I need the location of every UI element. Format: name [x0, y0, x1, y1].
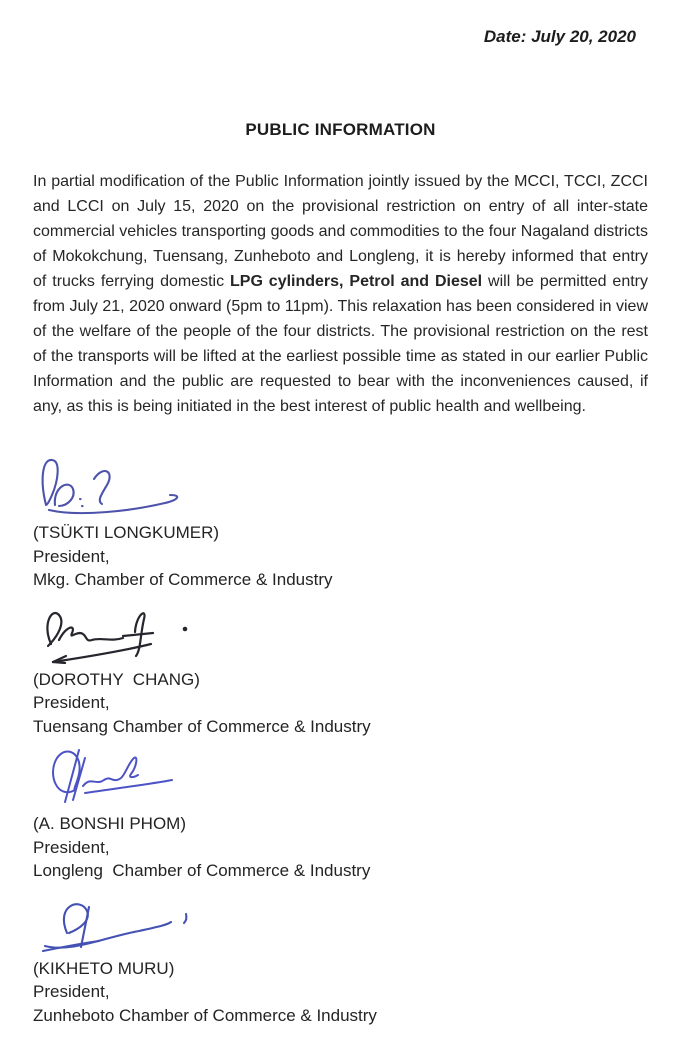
handwritten-signature-icon	[39, 604, 209, 664]
handwritten-signature-icon	[39, 453, 199, 517]
body-text-bold-segment: LPG cylinders, Petrol and Diesel	[230, 273, 483, 290]
signature-block-tuensang	[33, 604, 648, 739]
signature-block-longleng	[33, 746, 648, 883]
body-text-segment: In partial modification of the Public Information jointly issued by the MCCI, TCCI, ZCCI and LCCI on July 15, 2020 on the provisional restriction on entry of all inter-state commercial vehicles transporting goods and commodities to the four Nagaland districts of Mokokchung, Tuensang, Zunheboto and Longleng, it is hereby informed that entry of trucks ferrying domestic	[33, 173, 648, 290]
signature-blocks	[33, 453, 648, 1027]
body-text-segment: will be permitted entry from July 21, 2020 onward (5pm to 11pm). This relaxation has been considered in view of the welfare of the people of the four districts. The provisional restriction on the rest of the transports will be lifted at the earliest possible time as stated in our earlier Public Information and the public are requested to bear with the inconveniences caused, if any, as this is being initiated in the best interest of public health and wellbeing.	[33, 273, 649, 415]
signatory-name: (DOROTHY CHANG)	[33, 669, 200, 689]
signatory-organization: Tuensang Chamber of Commerce & Industry	[33, 716, 371, 736]
signatory-name: (TSÜKTI LONGKUMER)	[33, 523, 220, 542]
page-title: PUBLIC INFORMATION	[245, 120, 436, 139]
signatory-title: President,	[33, 693, 110, 712]
signatory-title: President,	[33, 982, 110, 1001]
signature-block-zunheboto	[33, 899, 648, 1028]
body-paragraph	[33, 169, 648, 419]
signatory-name: (KIKHETO MURU)	[33, 958, 175, 978]
signatory-organization: Zunheboto Chamber of Commerce & Industry	[33, 1005, 377, 1025]
signatory-organization: Mkg. Chamber of Commerce & Industry	[33, 570, 333, 589]
document-date: Date: July 20, 2020	[483, 27, 636, 46]
signatory-name: (A. BONSHI PHOM)	[33, 814, 187, 833]
signatory-title: President,	[33, 837, 110, 857]
handwritten-signature-icon	[39, 899, 194, 953]
signatory-organization: Longleng Chamber of Commerce & Industry	[33, 861, 371, 880]
signature-block-mokokchung	[33, 453, 648, 592]
signatory-title: President,	[33, 546, 110, 566]
handwritten-signature-icon	[39, 746, 179, 808]
document-page	[0, 27, 682, 1050]
